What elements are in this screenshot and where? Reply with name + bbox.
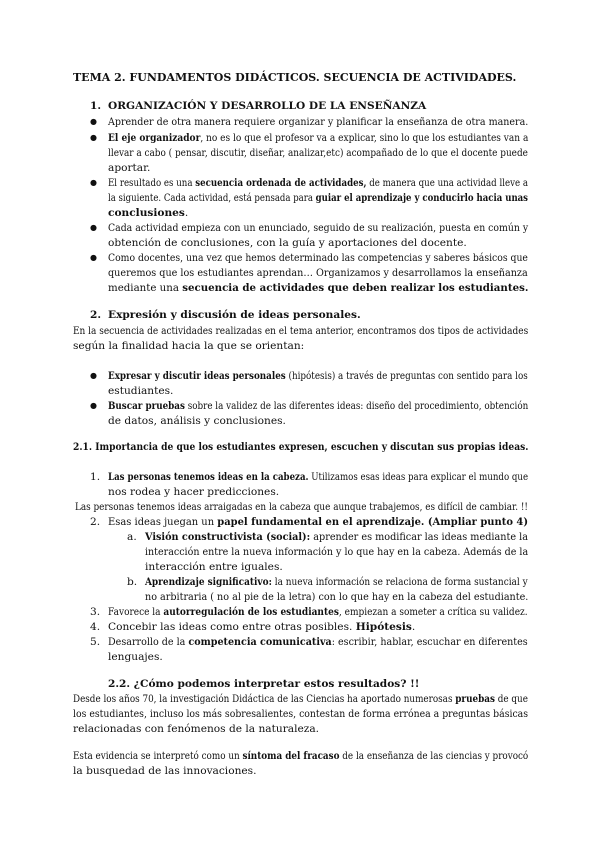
s21-i3-bold: autorregulación de los estudiantes (163, 606, 339, 618)
section22-heading: 2.2. ¿Cómo podemos interpretar estos resultados? !! (108, 678, 420, 690)
s1-bullet1: Aprender de otra manera requiere organizar y planificar la enseñanza de otra manera. (108, 116, 529, 128)
s2-bullet2-line2: de datos, análisis y conclusiones. (108, 415, 286, 427)
s1-b3-bold: secuencia ordenada de actividades, (195, 177, 367, 189)
s21-a-bold: Visión constructivista (social): (145, 531, 311, 543)
s21-i5-text-a: Desarrollo de la (108, 636, 189, 648)
s1-b3-text-a: El resultado es una (108, 177, 196, 189)
s21-i4-bold: Hipótesis (355, 621, 412, 633)
section1-number: 1. (90, 100, 102, 112)
item4-number: 4. (90, 621, 101, 633)
s21-item3 (108, 605, 528, 619)
s22-line5: la busquedad de las innovaciones. (73, 765, 257, 777)
s21-b-bold: Aprendizaje significativo: (145, 576, 272, 588)
s1-bullet3-line2 (108, 191, 528, 205)
item1-number: 1. (90, 471, 101, 483)
s2-b1-text: (hipótesis) a través de preguntas con sentido para los (285, 370, 528, 382)
s21-sub-a-line1 (145, 530, 528, 544)
s22-p1-bold: pruebas (455, 693, 495, 705)
s1-b3-l2-bold: guiar el aprendizaje y conducirlo hacia unas (315, 192, 528, 204)
s22-line1 (73, 692, 528, 706)
s21-i4-text-a: Concebir las ideas como entre otras posibles. (108, 621, 356, 633)
s21-item5-line2: lenguajes. (108, 651, 163, 663)
item5-number: 5. (90, 636, 101, 648)
s22-p4-bold: síntoma del fracaso (242, 750, 340, 762)
s21-i3-text-b: , empiezan a someter a crítica su validez. (338, 606, 528, 618)
s21-i5-text-b: : escribir, hablar, escuchar en diferentes (331, 636, 528, 648)
item3-number: 3. (90, 606, 101, 618)
s2-b2-text: sobre la validez de las diferentes ideas: diseño del procedimiento, obtención (184, 400, 529, 412)
sub-b-label: b. (127, 576, 138, 588)
s1-bullet2-line2: llevar a cabo ( pensar, discutir, diseñar, analizar,etc) acompañado de lo que el docente puede (108, 147, 528, 159)
section2-heading: Expresión y discusión de ideas personales. (108, 309, 361, 321)
s21-sub-b-line2: no arbitraria ( no al pie de la letra) con lo que hay en la cabeza del estudiante. (145, 591, 529, 603)
item2-number: 2. (90, 516, 101, 528)
s1-b3-l3-text: . (184, 207, 189, 219)
s1-b3-l3-bold: conclusiones (108, 207, 185, 219)
s2-bullet1-line2: estudiantes. (108, 385, 174, 397)
section2-number: 2. (90, 309, 102, 321)
s1-b5-l3-bold: secuencia de actividades que deben realizar los estudiantes. (182, 282, 529, 294)
s1-bullet2-line1 (108, 131, 528, 145)
s1-b3-l2-text: la siguiente. Cada actividad, está pensada para (108, 192, 316, 204)
s21-i3-text-a: Favorece la (108, 606, 164, 618)
s21-item4 (108, 620, 415, 634)
s1-bullet3-line3 (108, 206, 188, 220)
s22-line2: los estudiantes, incluso los más sobresalientes, contestan de forma errónea a preguntas básicas (73, 708, 529, 720)
s21-note: Las personas tenemos ideas arraigadas en la cabeza que aunque trabajemos, es difícil de cambiar. !! (75, 501, 528, 513)
s21-i1-bold: Las personas tenemos ideas en la cabeza. (108, 471, 309, 483)
s1-bullet5-line1: Como docentes, una vez que hemos determinado las competencias y saberes básicos que (108, 252, 528, 264)
s21-i1-text: Utilizamos esas ideas para explicar el mundo que (308, 471, 529, 483)
s2-paragraph-line2: según la finalidad hacia la que se orientan: (73, 340, 305, 352)
bullet-dot: ● (90, 253, 97, 262)
s2-b1-bold: Expresar y discutir ideas personales (108, 370, 286, 382)
s21-item5-line1 (108, 635, 528, 649)
bullet-dot: ● (90, 117, 97, 126)
s21-sub-a-line3: interacción entre iguales. (145, 561, 283, 573)
s22-line3: relacionadas con fenómenos de la naturaleza. (73, 723, 319, 735)
s1-b5-l3-text: mediante una (108, 282, 183, 294)
bullet-dot: ● (90, 133, 97, 142)
bullet-dot: ● (90, 401, 97, 410)
bullet-dot: ● (90, 371, 97, 380)
s2-b2-bold: Buscar pruebas (108, 400, 185, 412)
s21-i2-text: Esas ideas juegan un (108, 516, 218, 528)
s21-sub-b-line1 (145, 575, 528, 589)
s1-bullet4-line1: Cada actividad empieza con un enunciado, seguido de su realización, puesta en común y (108, 222, 529, 234)
s1-bullet5-line3 (108, 281, 528, 295)
s1-bullet3-line1 (108, 176, 528, 190)
section1-heading: ORGANIZACIÓN Y DESARROLLO DE LA ENSEÑANZA (108, 100, 427, 112)
s22-p1-text-a: Desde los años 70, la investigación Didáctica de las Ciencias ha aportado numerosas (73, 693, 456, 705)
s1-b2-bold: El eje organizador (108, 132, 201, 144)
s1-bullet4-line2: obtención de conclusiones, con la guía y aportaciones del docente. (108, 237, 467, 249)
s22-p1-text-b: de que (494, 693, 528, 705)
s21-i5-bold: competencia comunicativa (188, 636, 332, 648)
bullet-dot: ● (90, 223, 97, 232)
section21-heading: 2.1. Importancia de que los estudiantes expresen, escuchen y discutan sus propias ideas. (73, 441, 529, 453)
page-title: TEMA 2. FUNDAMENTOS DIDÁCTICOS. SECUENCIA DE ACTIVIDADES. (73, 71, 517, 84)
s21-item2-line1 (108, 515, 528, 529)
s1-bullet2-line3: aportar. (108, 162, 151, 174)
s21-item1-line2: nos rodea y hacer predicciones. (108, 486, 280, 498)
s1-b3-text-b: de manera que una actividad lleve a (366, 177, 528, 189)
s21-i4-text-b: . (411, 621, 416, 633)
s2-bullet2-line1 (108, 399, 528, 413)
s22-p4-text-a: Esta evidencia se interpretó como un (73, 750, 243, 762)
s2-bullet1-line1 (108, 369, 528, 383)
s2-paragraph-line1: En la secuencia de actividades realizadas en el tema anterior, encontramos dos tipos de actividades (73, 325, 529, 337)
s1-b2-text: , no es lo que el profesor va a explicar, sino lo que los estudiantes van a (200, 132, 529, 144)
s21-a-text: aprender es modificar las ideas mediante la (310, 531, 528, 543)
s21-b-text: la nueva información se relaciona de forma sustancial y (271, 576, 528, 588)
s21-sub-a-line2: interacción entre la nueva información y lo que hay en la cabeza. Además de la (145, 546, 529, 558)
sub-a-label: a. (127, 531, 137, 543)
s22-line4 (73, 749, 528, 763)
s21-item1-line1 (108, 470, 528, 484)
s1-bullet5-line2: queremos que los estudiantes aprendan… Organizamos y desarrollamos la enseñanza (108, 267, 528, 279)
s21-i2-bold: papel fundamental en el aprendizaje. (Ampliar punto 4) (217, 516, 529, 528)
bullet-dot: ● (90, 178, 97, 187)
s22-p4-text-b: de la enseñanza de las ciencias y provocó (339, 750, 529, 762)
